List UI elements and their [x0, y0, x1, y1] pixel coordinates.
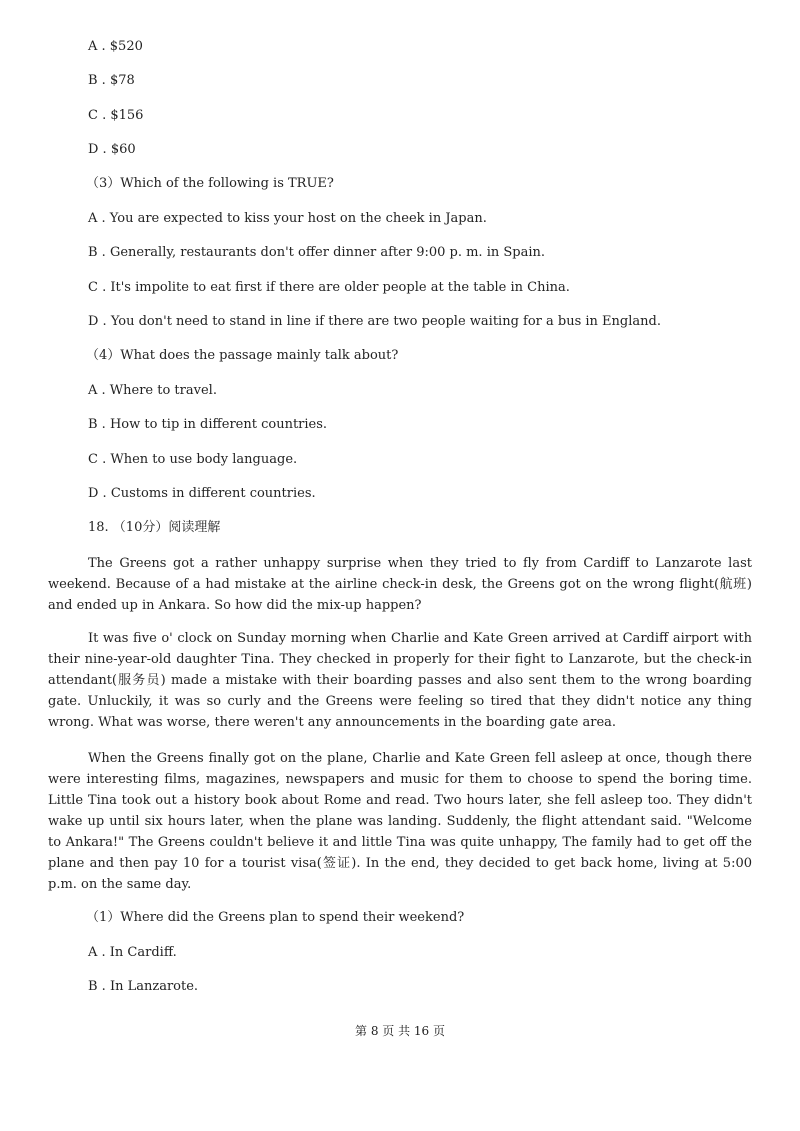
s18-q1-option-b: B . In Lanzarote.: [88, 979, 199, 994]
q3-option-b: B . Generally, restaurants don't offer dinner after 9:00 p. m. in Spain.: [88, 245, 545, 260]
section-18-heading: 18. （10分）阅读理解: [88, 520, 221, 535]
q3-option-a: A . You are expected to kiss your host on the cheek in Japan.: [88, 211, 487, 226]
q4-option-b: B . How to tip in different countries.: [88, 417, 328, 432]
q3-question: （3）Which of the following is TRUE?: [86, 176, 334, 191]
q3-option-c: C . It's impolite to eat first if there are older people at the table in China.: [88, 280, 570, 295]
q2-option-a: A . $520: [88, 39, 143, 54]
passage-paragraph-2: It was five o' clock on Sunday morning when Charlie and Kate Green arrived at Cardiff airport with their nine-year-old daughter Tina. They checked in properly for their fight to Lanzarote, but the check-in attendant(服务员) made a mistake with their boarding passes and also sent them to the wrong boarding gate. Unluckily, it was so curly and the Greens were feeling so tired that they didn't notice any thing wrong. What was worse, there weren't any announcements in the boarding gate area.: [48, 631, 752, 730]
s18-q1-question: （1）Where did the Greens plan to spend their weekend?: [86, 910, 465, 925]
q4-question: （4）What does the passage mainly talk about?: [86, 348, 399, 363]
q4-option-d: D . Customs in different countries.: [88, 486, 316, 501]
passage-paragraph-3: When the Greens finally got on the plane, Charlie and Kate Green fell asleep at once, though there were interesting films, magazines, newspapers and music for them to choose to spend the boring time. Little Tina took out a history book about Rome and read. Two hours later, she fell asleep too. They didn't wake up until six hours later, when the plane was landing. Suddenly, the flight attendant said. "Welcome to Ankara!" The Greens couldn't believe it and little Tina was quite unhappy, The family had to get off the plane and then pay 10 for a tourist visa(签证). In the end, they decided to get back home, living at 5:00 p.m. on the same day.: [48, 751, 752, 892]
q2-option-c: C . $156: [88, 108, 144, 123]
q2-option-b: B . $78: [88, 73, 135, 88]
q2-option-d: D . $60: [88, 142, 136, 157]
passage-paragraph-1: The Greens got a rather unhappy surprise when they tried to fly from Cardiff to Lanzarote last weekend. Because of a had mistake at the airline check-in desk, the Greens got on the wrong flight(航班) and ended up in Ankara. So how did the mix-up happen?: [48, 556, 752, 613]
q4-option-a: A . Where to travel.: [88, 383, 217, 398]
s18-q1-option-a: A . In Cardiff.: [88, 945, 177, 960]
q3-option-d: D . You don't need to stand in line if there are two people waiting for a bus in England.: [88, 314, 661, 329]
q4-option-c: C . When to use body language.: [88, 452, 298, 467]
page-footer: 第 8 页 共 16 页: [355, 1024, 445, 1038]
